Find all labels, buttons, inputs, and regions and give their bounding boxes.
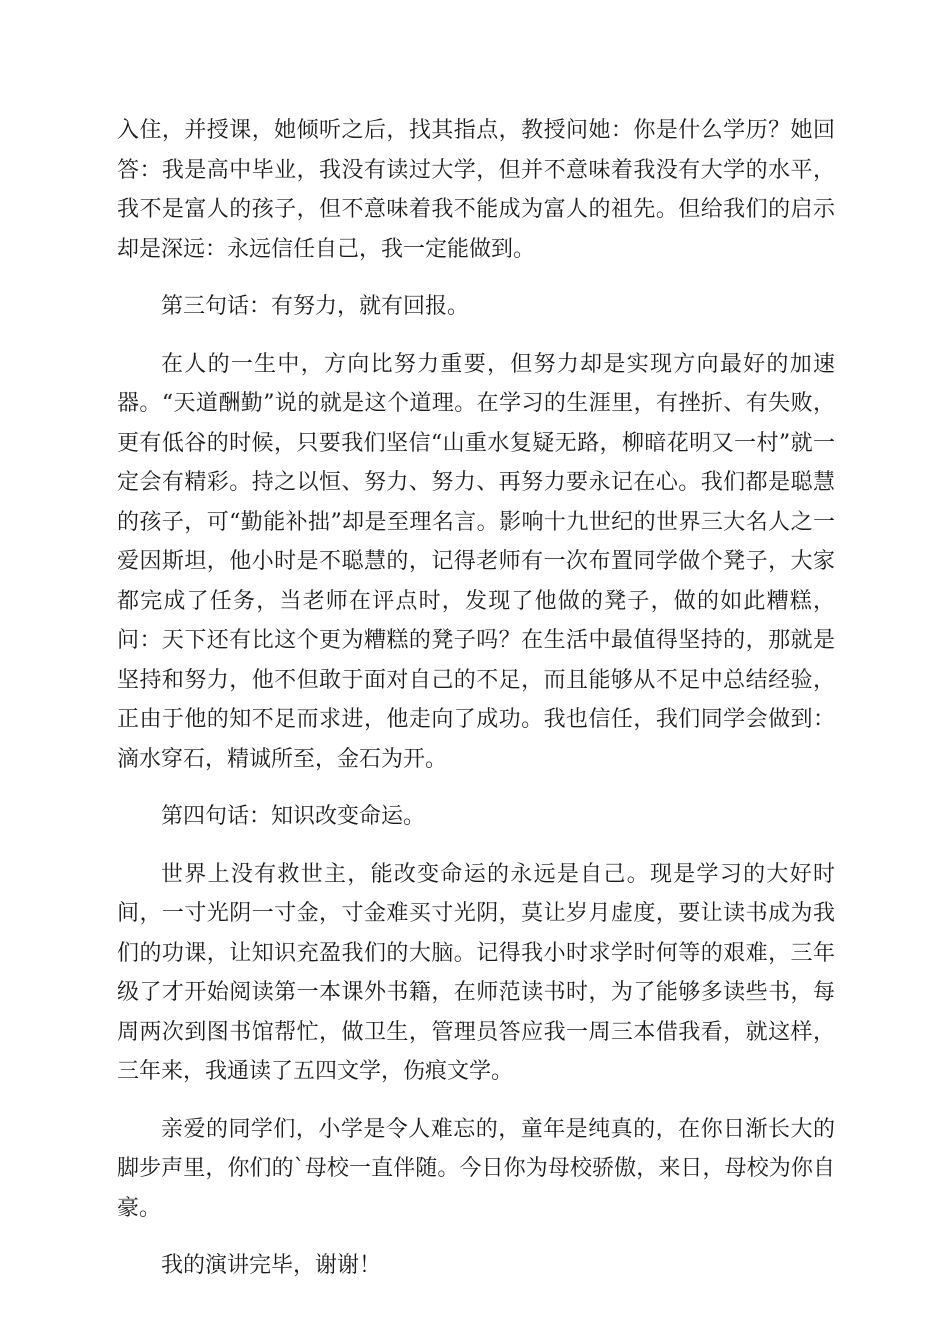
paragraph-1: 入住，并授课，她倾听之后，找其指点，教授问她：你是什么学历？她回答：我是高中毕业，我没有读过大学，但并不意味着我没有大学的水平，我不是富人的孩子，但不意味着我不能成为富人的祖先。但给我们的启示却是深远：永远信任自己，我一定能做到。	[117, 118, 835, 262]
paragraph-6: 亲爱的同学们，小学是令人难忘的，童年是纯真的，在你日渐长大的脚步声里，你们的`母校一直伴随。今日你为母校骄傲，来日，母校为你自豪。	[117, 1116, 835, 1221]
paragraph-3: 在人的一生中，方向比努力重要，但努力却是实现方向最好的加速器。“天道酬勤”说的就是这个道理。在学习的生涯里，有挫折、有失败，更有低谷的时候，只要我们坚信“山重水复疑无路，柳暗花明又一村”就一定会有精彩。持之以恒、努力、努力、再努力要永记在心。我们都是聪慧的孩子，可“勤能补拙”却是至理名言。影响十九世纪的世界三大名人之一爱因斯坦，他小时是不聪慧的，记得老师有一次布置同学做个凳子，大家都完成了任务，当老师在评点时，发现了他做的凳子，做的如此糟糕，问：天下还有比这个更为糟糕的凳子吗？在生活中最值得坚持的，那就是坚持和努力，他不但敢于面对自己的不足，而且能够从不足中总结经验，正由于他的知不足而求进，他走向了成功。我也信任，我们同学会做到：滴水穿石，精诚所至，金石为开。	[117, 351, 835, 772]
document-body	[117, 111, 835, 1304]
paragraph-7-closing: 我的演讲完毕，谢谢！	[161, 1253, 382, 1278]
paragraph-4-heading: 第四句话：知识改变命运。	[161, 804, 426, 829]
paragraph-5: 世界上没有救世主，能改变命运的永远是自己。现是学习的大好时间，一寸光阴一寸金，寸金难买寸光阴，莫让岁月虚度，要让读书成为我们的功课，让知识充盈我们的大脑。记得我小时求学时何等的艰难，三年级了才开始阅读第一本课外书籍，在师范读书时，为了能够多读些书，每周两次到图书馆帮忙，做卫生，管理员答应我一周三本借我看，就这样，三年来，我通读了五四文学，伤痕文学。	[117, 861, 835, 1084]
paragraph-2-heading: 第三句话：有努力，就有回报。	[161, 294, 470, 319]
